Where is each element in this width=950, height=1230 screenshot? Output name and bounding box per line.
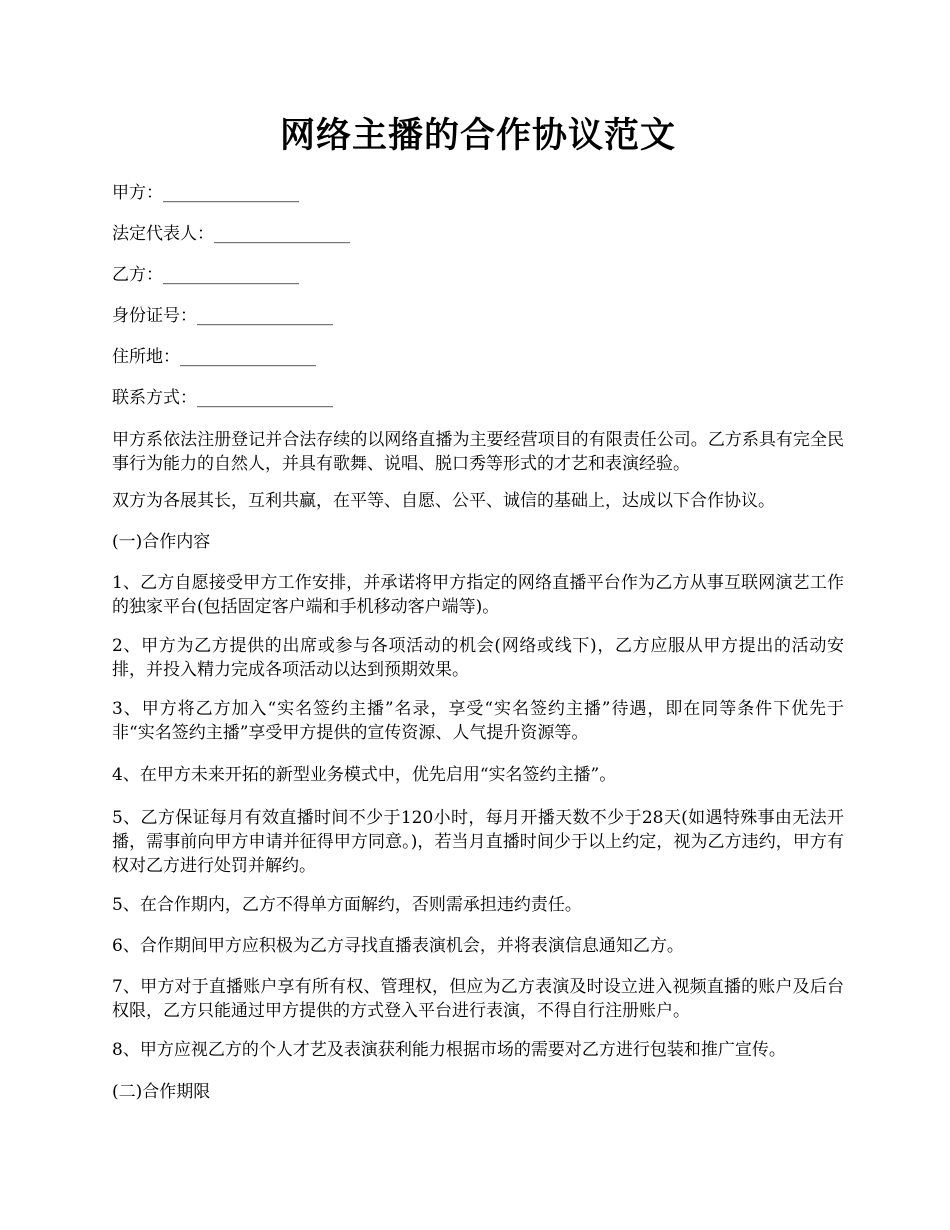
section-heading-cooperation: (一)合作内容 (112, 532, 211, 552)
party-b-field: 乙方：________________ (112, 265, 299, 285)
section-heading-term: (二)合作期限 (112, 1082, 211, 1102)
id-number-field: 身份证号：________________ (112, 306, 333, 326)
legal-representative-field: 法定代表人：________________ (112, 224, 350, 244)
agreement-paragraph: 双方为各展其长，互利共赢，在平等、自愿、公平、诚信的基础上，达成以下合作协议。 (112, 491, 775, 511)
clause-6: 6、合作期间甲方应积极为乙方寻找直播表演机会，并将表演信息通知乙方。 (112, 936, 684, 956)
intro-paragraph: 甲方系依法注册登记并合法存续的以网络直播为主要经营项目的有限责任公司。乙方系具有完全民事行为能力的自然人，并具有歌舞、说唱、脱口秀等形式的才艺和表演经验。 (112, 430, 844, 474)
clause-5b: 5、在合作期内，乙方不得单方面解约，否则需承担违约责任。 (112, 895, 582, 915)
clause-8: 8、甲方应视乙方的个人才艺及表演获利能力根据市场的需要对乙方进行包装和推广宣传。 (112, 1040, 786, 1060)
clause-3: 3、甲方将乙方加入“实名签约主播”名录，享受“实名签约主播”待遇，即在同等条件下优先于非“实名签约主播”享受甲方提供的宣传资源、人气提升资源等。 (112, 699, 844, 743)
clause-2: 2、甲方为乙方提供的出席或参与各项活动的机会(网络或线下)，乙方应服从甲方提出的活动安排，并投入精力完成各项活动以达到预期效果。 (112, 636, 844, 680)
clause-4: 4、在甲方未来开拓的新型业务模式中，优先启用“实名签约主播”。 (112, 765, 617, 785)
contact-field: 联系方式：________________ (112, 388, 333, 408)
clause-1: 1、乙方自愿接受甲方工作安排，并承诺将甲方指定的网络直播平台作为乙方从事互联网演艺工作的独家平台(包括固定客户端和手机移动客户端等)。 (112, 573, 844, 617)
party-a-field: 甲方：________________ (112, 183, 299, 203)
clause-7: 7、甲方对于直播账户享有所有权、管理权，但应为乙方表演及时设立进入视频直播的账户及后台权限，乙方只能通过甲方提供的方式登入平台进行表演，不得自行注册账户。 (112, 977, 844, 1021)
document-title: 网络主播的合作协议范文 (279, 115, 676, 156)
address-field: 住所地：________________ (112, 347, 316, 367)
clause-5: 5、乙方保证每月有效直播时间不少于120小时，每月开播天数不少于28天(如遇特殊事由无法开播，需事前向甲方申请并征得甲方同意。)，若当月直播时间少于以上约定，视为乙方违约，甲方有权对乙方进行处罚并解约。 (112, 808, 844, 876)
